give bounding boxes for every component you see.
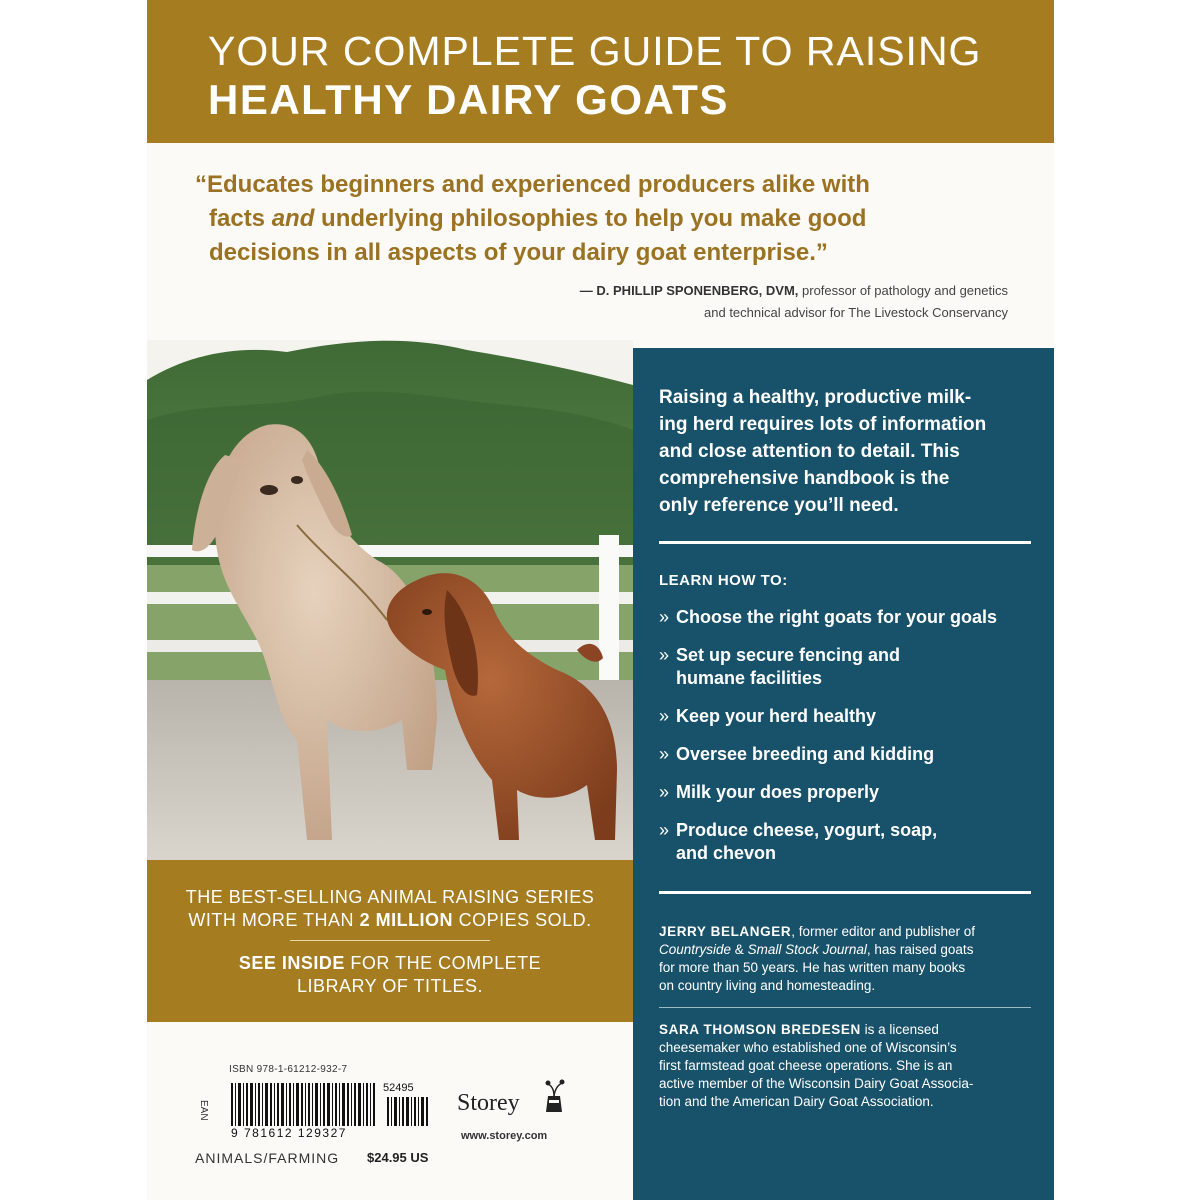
bio-divider bbox=[659, 1007, 1031, 1008]
header-title: HEALTHY DAIRY GOATS bbox=[208, 76, 729, 123]
list-item: » Produce cheese, yogurt, soap, and chevon bbox=[659, 820, 938, 863]
promo-series-text: THE BEST-SELLING ANIMAL RAISING SERIES WITH MORE THAN 2 MILLION COPIES SOLD. bbox=[185, 887, 595, 930]
header-line-1: YOUR COMPLETE GUIDE TO RAISING bbox=[208, 28, 982, 74]
publisher-url: www.storey.com bbox=[461, 1130, 548, 1142]
quote-line-3: decisions in all aspects of your dairy goat enterprise.” bbox=[209, 239, 828, 266]
isbn-number: ISBN 978-1-61212-932-7 bbox=[229, 1064, 348, 1075]
quote-line-2: facts and underlying philosophies to help you make good bbox=[209, 205, 867, 232]
barcode-digits: 9 781612 129327 bbox=[229, 1126, 434, 1140]
list-item: » Set up secure fencing and humane facilities bbox=[659, 645, 901, 688]
promo-see-inside-text: SEE INSIDE FOR THE COMPLETE LIBRARY OF TITLES. bbox=[238, 953, 542, 996]
endorsement-quote bbox=[195, 168, 1015, 270]
header-band bbox=[147, 0, 1054, 143]
series-promo-box bbox=[147, 860, 633, 1022]
barcode-price-code: 52495 bbox=[383, 1082, 414, 1094]
chevron-icon: » bbox=[659, 820, 670, 840]
quote-line-1: “Educates beginners and experienced producers alike with bbox=[195, 171, 870, 198]
list-item: » Choose the right goats for your goals bbox=[659, 607, 998, 627]
book-back-cover bbox=[147, 0, 1054, 1200]
panel-divider-bottom bbox=[659, 891, 1031, 894]
author-bio-belanger: JERRY BELANGER, former editor and publisher of Countryside & Small Stock Journal, has raised goats for more than 50 years. He has written many books on country living and homesteading. bbox=[659, 924, 976, 993]
goats-photo bbox=[147, 340, 633, 860]
list-item: » Keep your herd healthy bbox=[659, 706, 877, 726]
quote-attribution: — D. PHILLIP SPONENBERG, DVM, professor of pathology and genetics and technical advisor for The Livestock Conservancy bbox=[579, 283, 1008, 320]
author-bio-bredesen: SARA THOMSON BREDESEN is a licensed cheesemaker who established one of Wisconsin’s first farmstead goat cheese operations. She is an active member of the Wisconsin Dairy Goat Associa- tion and the American Dairy Goat Association. bbox=[659, 1022, 974, 1109]
chevron-icon: » bbox=[659, 645, 670, 665]
chevron-icon: » bbox=[659, 782, 670, 802]
publisher-logo-text: Storey bbox=[457, 1090, 520, 1116]
list-item: » Milk your does properly bbox=[659, 782, 880, 802]
promo-divider bbox=[290, 940, 490, 941]
chevron-icon: » bbox=[659, 706, 670, 726]
chevron-icon: » bbox=[659, 744, 670, 764]
price-label: $24.95 US bbox=[367, 1150, 429, 1165]
category-label: ANIMALS/FARMING bbox=[195, 1150, 340, 1166]
description-panel bbox=[633, 348, 1054, 1200]
panel-divider-top bbox=[659, 541, 1031, 544]
chevron-icon: » bbox=[659, 607, 670, 627]
list-item: » Oversee breeding and kidding bbox=[659, 744, 935, 764]
learn-how-to-heading: LEARN HOW TO: bbox=[659, 572, 788, 589]
learn-list bbox=[659, 606, 1039, 880]
storey-watering-can-icon bbox=[540, 1078, 568, 1118]
intro-paragraph: Raising a healthy, productive milk- ing herd requires lots of information and close attention to detail. This comprehensive handbook is the only reference you’ll need. bbox=[659, 387, 987, 516]
ean-label: EAN bbox=[198, 1100, 209, 1121]
